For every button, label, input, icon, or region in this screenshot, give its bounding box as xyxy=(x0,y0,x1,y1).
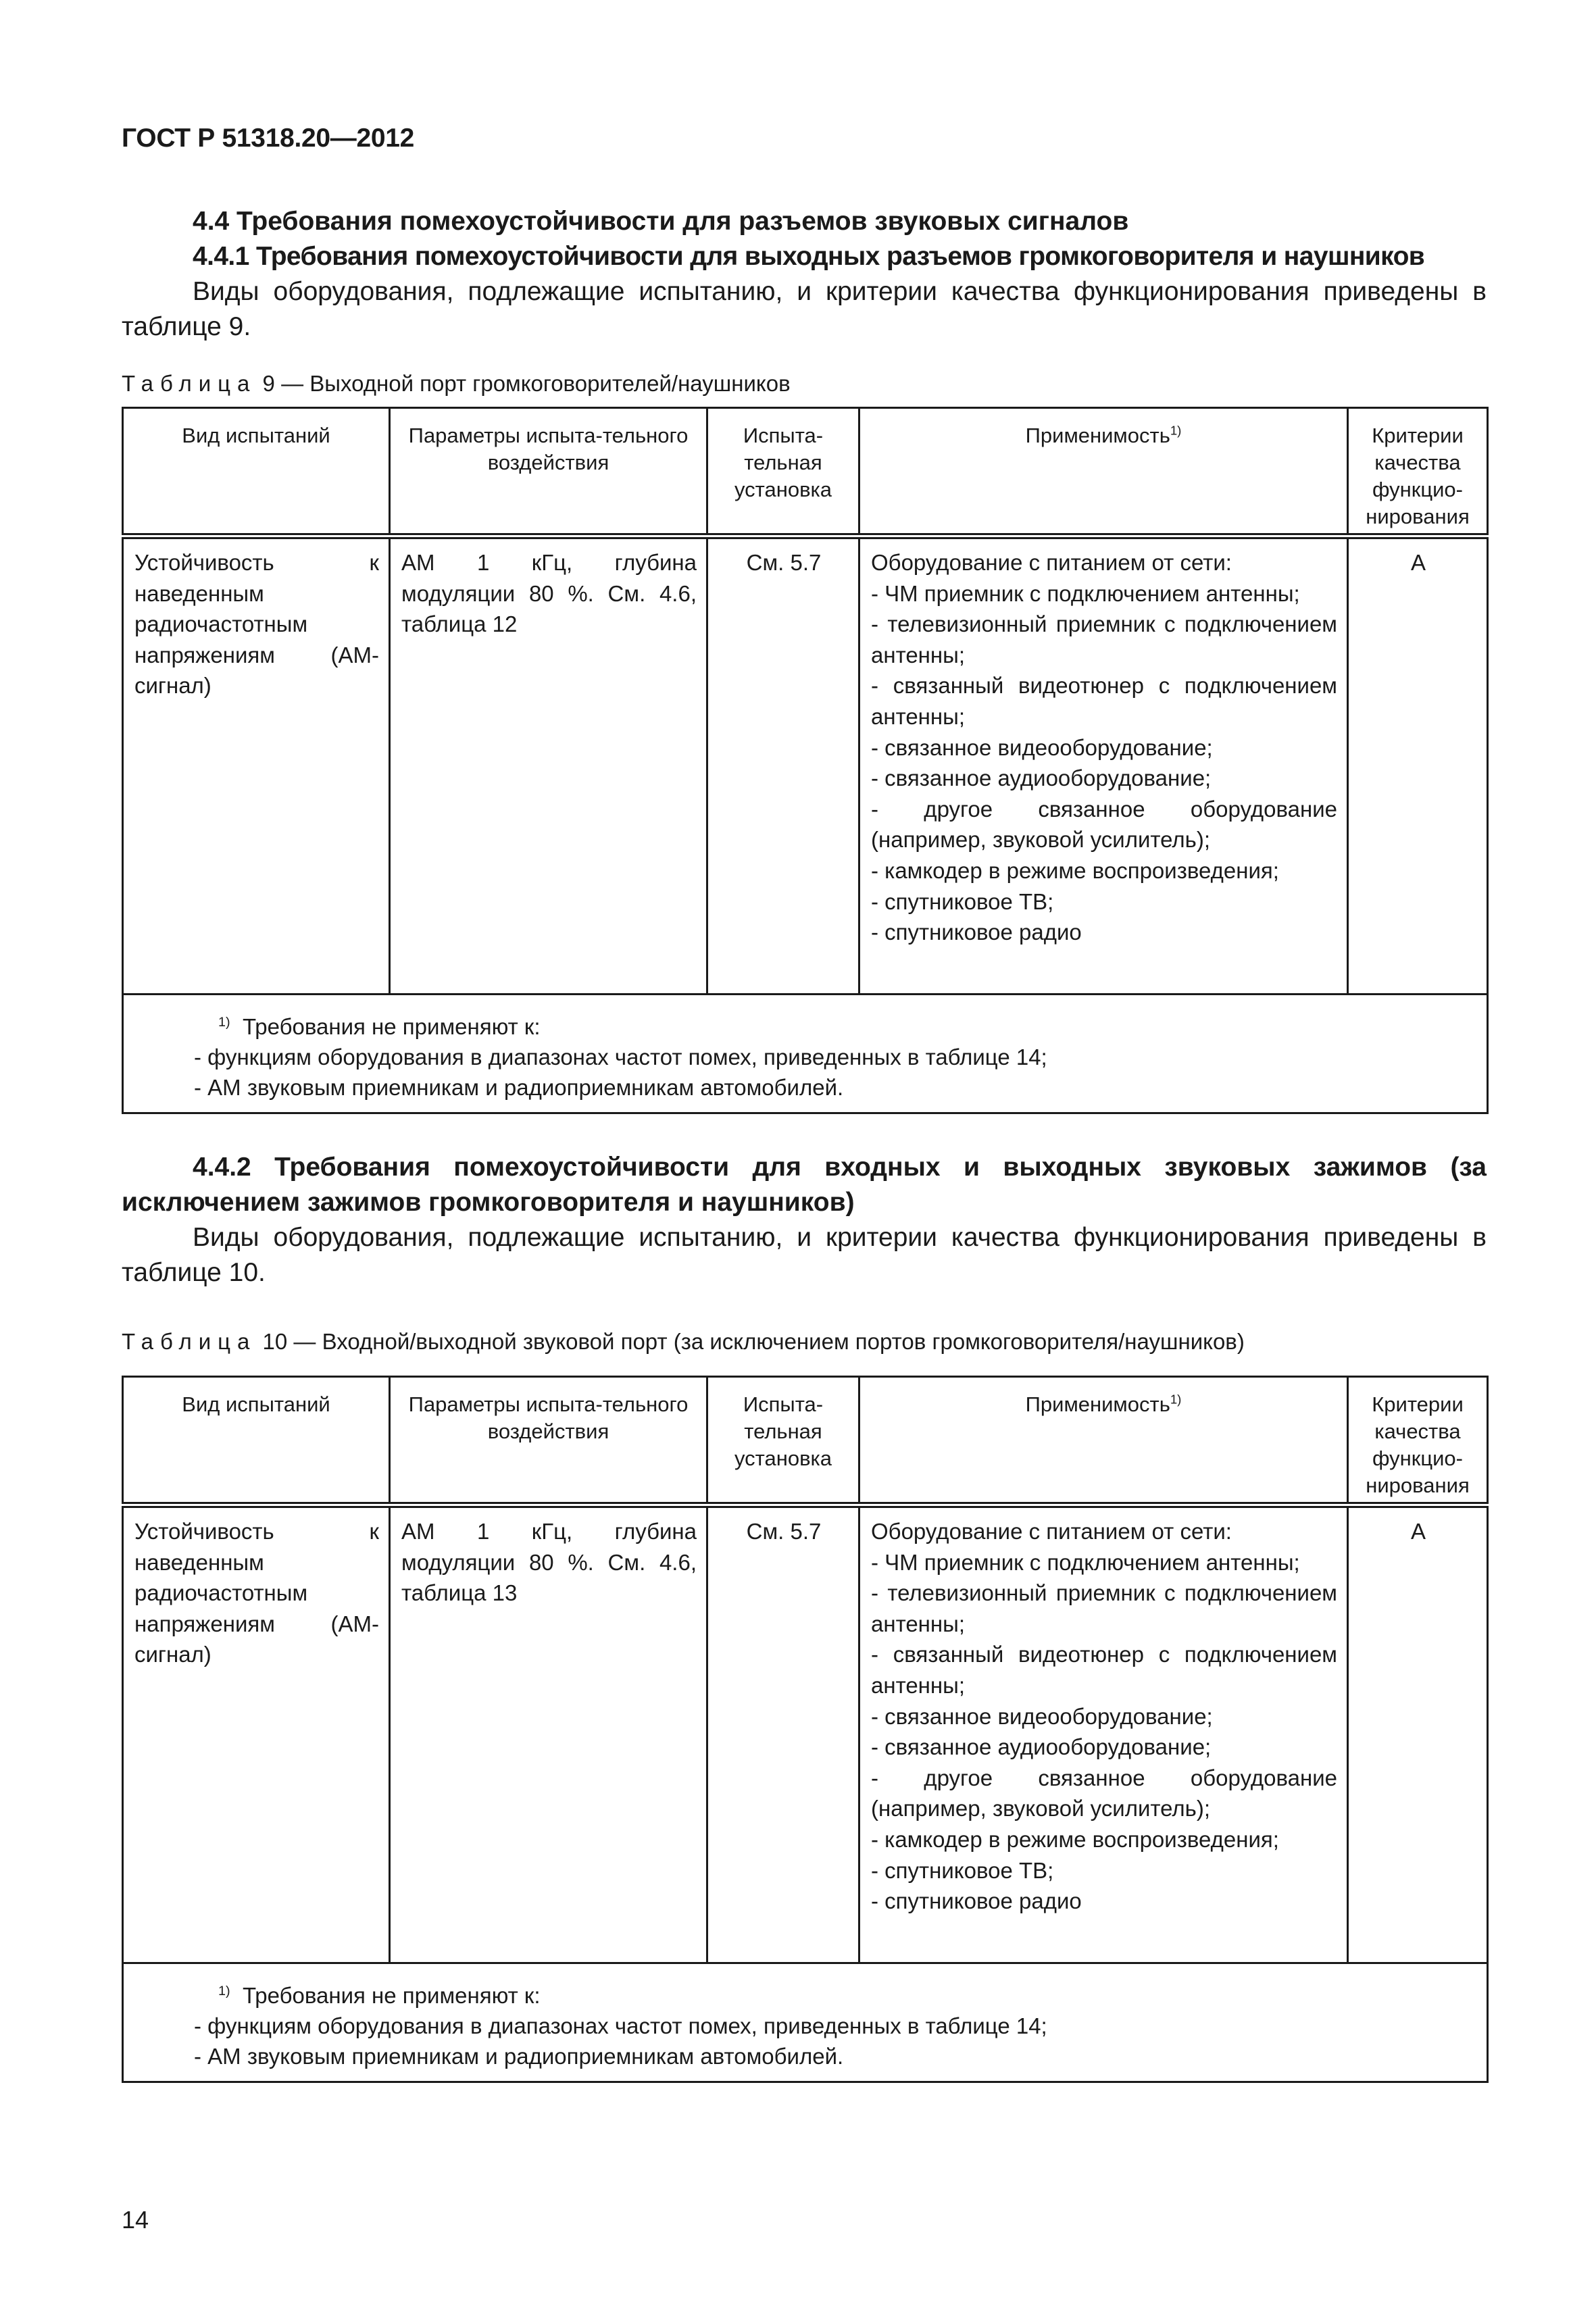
table-10-header-applicability xyxy=(859,1377,1348,1505)
table-10-caption-label: Таблица xyxy=(122,1329,257,1354)
list-item: - АМ звуковым приемникам и радиоприемникам автомобилей. xyxy=(194,2044,844,2069)
table-9-footnote-lead xyxy=(218,1011,1473,1042)
table-10-applicability-intro: Оборудование с питанием от сети: xyxy=(871,1519,1232,1544)
table-10-header-footnote-ref: 1) xyxy=(1170,1392,1182,1407)
table-10-header-params: Параметры испыта-тельного воздействия xyxy=(390,1377,707,1505)
table-10-cell-setup: См. 5.7 xyxy=(707,1505,859,1963)
table-9-cell-test-type: Устойчивость к наведенным радиочастотным напряжениям (АМ-сигнал) xyxy=(123,536,390,995)
table-9-footnote-lead-text: Требования не применяют к: xyxy=(242,1014,541,1039)
table-10-header-applicability-text: Применимость xyxy=(1025,1392,1170,1416)
table-row xyxy=(123,1505,1488,1963)
list-item: - камкодер в режиме воспроизведения; xyxy=(871,857,1279,883)
table-9 xyxy=(122,407,1489,1114)
section-4-4-2-title: 4.4.2 Требования помехоустойчивости для входных и выходных звуковых зажимов (за исключением зажимов громкоговорителя и наушников) xyxy=(122,1153,1487,1217)
list-item: - спутниковое радио xyxy=(871,1888,1082,1914)
table-9-header-applicability-text: Применимость xyxy=(1025,424,1170,447)
table-10-footnote xyxy=(123,1963,1488,2082)
table-10-header-setup: Испыта-тельная установка xyxy=(707,1377,859,1505)
table-9-header-footnote-ref: 1) xyxy=(1170,423,1182,438)
table-row xyxy=(123,536,1488,995)
list-item: - связанное аудиооборудование; xyxy=(871,765,1212,791)
table-9-header-params: Параметры испыта-тельного воздействия xyxy=(390,408,707,536)
table-9-applicability-intro: Оборудование с питанием от сети: xyxy=(871,550,1232,575)
section-4-4-1-text: Виды оборудования, подлежащие испытанию, и критерии качества функционирования приведены в таблице 9. xyxy=(122,277,1487,341)
table-10-footnote-row xyxy=(123,1963,1488,2082)
table-9-footnote xyxy=(123,995,1488,1113)
list-item: - ЧМ приемник с подключением антенны; xyxy=(871,580,1300,606)
table-10-caption xyxy=(122,1328,1245,1355)
list-item: - функциям оборудования в диапазонах частот помех, приведенных в таблице 14; xyxy=(194,1045,1047,1070)
section-4-4-2-text: Виды оборудования, подлежащие испытанию, и критерии качества функционирования приведены в таблице 10. xyxy=(122,1223,1487,1287)
section-4-4-title: 4.4 Требования помехоустойчивости для разъемов звуковых сигналов xyxy=(193,207,1129,236)
table-9-footnote-mark: 1) xyxy=(218,1015,230,1030)
table-9-header-row xyxy=(123,408,1488,536)
list-item: - связанное видеооборудование; xyxy=(871,734,1213,760)
table-9-cell-applicability xyxy=(859,536,1348,995)
table-9-cell-setup: См. 5.7 xyxy=(707,536,859,995)
list-item: - функциям оборудования в диапазонах частот помех, приведенных в таблице 14; xyxy=(194,2013,1047,2038)
table-10-caption-text: 10 — Входной/выходной звуковой порт (за исключением портов громкоговорителя/наушников) xyxy=(256,1329,1245,1354)
table-9-footnote-row xyxy=(123,995,1488,1113)
table-10-cell-params: АМ 1 кГц, глубина модуляции 80 %. См. 4.6, таблица 13 xyxy=(390,1505,707,1963)
table-10-header-criteria: Критерии качества функцио-нирования xyxy=(1348,1377,1488,1505)
table-9-cell-params: АМ 1 кГц, глубина модуляции 80 %. См. 4.6, таблица 12 xyxy=(390,536,707,995)
document-code: ГОСТ Р 51318.20—2012 xyxy=(122,124,415,153)
table-9-header-setup: Испыта-тельная установка xyxy=(707,408,859,536)
list-item: - телевизионный приемник с подключением антенны; xyxy=(871,1580,1337,1636)
table-10-header-row xyxy=(123,1377,1488,1505)
table-10-cell-criteria: А xyxy=(1348,1505,1488,1963)
table-9-header-test-type: Вид испытаний xyxy=(123,408,390,536)
list-item: - спутниковое радио xyxy=(871,920,1082,945)
list-item: - спутниковое ТВ; xyxy=(871,888,1054,914)
list-item: - связанное аудиооборудование; xyxy=(871,1734,1212,1760)
table-10-header-test-type: Вид испытаний xyxy=(123,1377,390,1505)
table-10-cell-applicability xyxy=(859,1505,1348,1963)
table-10-cell-test-type: Устойчивость к наведенным радиочастотным напряжениям (АМ-сигнал) xyxy=(123,1505,390,1963)
list-item: - связанное видеооборудование; xyxy=(871,1703,1213,1729)
section-4-4-1-title: 4.4.1 Требования помехоустойчивости для выходных разъемов громкоговорителя и наушников xyxy=(193,242,1425,271)
list-item: - камкодер в режиме воспроизведения; xyxy=(871,1826,1279,1852)
list-item: - телевизионный приемник с подключением антенны; xyxy=(871,611,1337,668)
list-item: - другое связанное оборудование (например, звуковой усилитель); xyxy=(871,1765,1337,1821)
table-9-caption xyxy=(122,370,791,397)
page-number: 14 xyxy=(122,2206,149,2234)
table-10-footnote-lead-text: Требования не применяют к: xyxy=(242,1983,541,2008)
table-9-caption-label: Таблица xyxy=(122,371,257,396)
list-item: - связанный видеотюнер с подключением антенны; xyxy=(871,1642,1337,1698)
list-item: - ЧМ приемник с подключением антенны; xyxy=(871,1549,1300,1575)
table-9-caption-text: 9 — Выходной порт громкоговорителей/наушников xyxy=(256,371,791,396)
table-9-header-criteria: Критерии качества функцио-нирования xyxy=(1348,408,1488,536)
list-item: - спутниковое ТВ; xyxy=(871,1857,1054,1883)
table-10 xyxy=(122,1376,1489,2083)
table-10-footnote-mark: 1) xyxy=(218,1984,230,1998)
table-10-footnote-lead xyxy=(218,1980,1473,2011)
table-9-cell-criteria: А xyxy=(1348,536,1488,995)
list-item: - другое связанное оборудование (например, звуковой усилитель); xyxy=(871,796,1337,853)
list-item: - АМ звуковым приемникам и радиоприемникам автомобилей. xyxy=(194,1075,844,1100)
list-item: - связанный видеотюнер с подключением антенны; xyxy=(871,673,1337,729)
table-9-header-applicability xyxy=(859,408,1348,536)
